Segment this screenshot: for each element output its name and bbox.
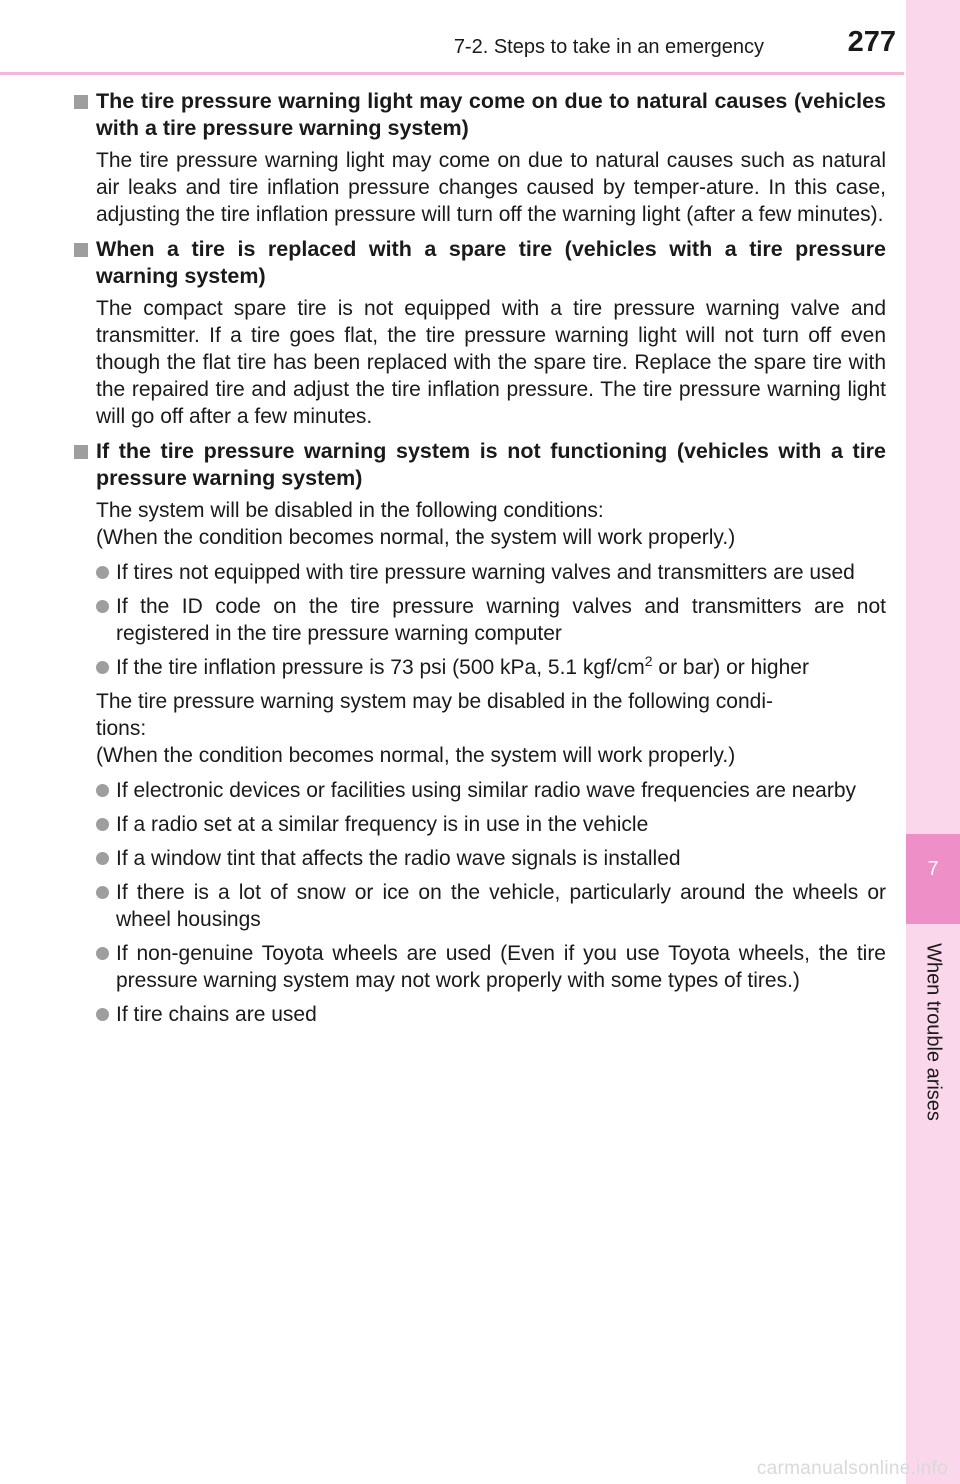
section-heading-text: If the tire pressure warning system is not functioning (vehicles with a tire pressure warning system) — [96, 439, 886, 490]
section-heading — [74, 236, 886, 290]
list-item — [96, 593, 886, 647]
square-bullet-icon — [74, 95, 88, 109]
list-item-text: If electronic devices or facilities using similar radio wave frequencies are nearby — [116, 779, 857, 802]
page-content — [74, 88, 886, 1035]
watermark: carmanualsonline.info — [756, 1458, 948, 1479]
section-heading — [74, 438, 886, 492]
list-item — [96, 845, 886, 872]
round-bullet-icon — [96, 1008, 109, 1021]
list-item — [96, 654, 886, 681]
section-intro: The system will be disabled in the following conditions: (When the condition becomes normal, the system will work properly.) — [96, 499, 736, 549]
section-intro: The tire pressure warning system may be disabled in the following condi- tions: (When the condition becomes normal, the system will work properly.) — [96, 690, 773, 767]
round-bullet-icon — [96, 661, 109, 674]
section-heading-text: When a tire is replaced with a spare tire (vehicles with a tire pressure warning system) — [96, 237, 886, 288]
round-bullet-icon — [96, 784, 109, 797]
list-item-text: If a radio set at a similar frequency is in use in the vehicle — [116, 813, 649, 836]
list-item — [96, 777, 886, 804]
list-item-text: If non-genuine Toyota wheels are used (Even if you use Toyota wheels, the tire pressure warning system may not work properly with some types of tires.) — [116, 942, 886, 992]
page-number: 277 — [847, 26, 896, 58]
round-bullet-icon — [96, 818, 109, 831]
list-item-text: If the tire inflation pressure is 73 psi (500 kPa, 5.1 kgf/$cm^2$ or bar) or higher — [116, 653, 809, 679]
list-item-text: If there is a lot of snow or ice on the vehicle, particularly around the wheels or wheel housings — [116, 881, 886, 931]
round-bullet-icon — [96, 852, 109, 865]
list-item-text: If tires not equipped with tire pressure warning valves and transmitters are used — [116, 561, 855, 584]
list-item — [96, 879, 886, 933]
section-body: The compact spare tire is not equipped with a tire pressure warning valve and transmitter. If a tire goes flat, the tire pressure warning light will not turn off even though the flat tire has been replaced with the spare tire. Replace the spare tire with the repaired tire and adjust the tire inflation pressure. The tire pressure warning light will go off after a few minutes. — [96, 297, 886, 428]
round-bullet-icon — [96, 886, 109, 899]
section-body: The tire pressure warning light may come on due to natural causes such as natural air leaks and tire inflation pressure changes caused by temper-ature. In this case, adjusting the tire inflation pressure will turn off the warning light (after a few minutes). — [96, 149, 886, 226]
header-section-title: 7-2. Steps to take in an emergency — [453, 36, 764, 58]
list-item-text: If tire chains are used — [116, 1003, 317, 1026]
square-bullet-icon — [74, 243, 88, 257]
list-item — [96, 1001, 886, 1028]
list-item — [96, 811, 886, 838]
chapter-number: 7 — [927, 858, 939, 880]
section-heading — [74, 88, 886, 142]
list-item-text: If the ID code on the tire pressure warning valves and transmitters are not registered in the tire pressure warning computer — [116, 595, 886, 645]
list-item-text: If a window tint that affects the radio wave signals is installed — [116, 847, 681, 870]
round-bullet-icon — [96, 566, 109, 579]
chapter-title: When trouble arises — [922, 943, 945, 1121]
section-heading-text: The tire pressure warning light may come on due to natural causes (vehicles with a tire pressure warning system) — [96, 89, 886, 140]
chapter-side-tab — [906, 0, 960, 1484]
square-bullet-icon — [74, 445, 88, 459]
round-bullet-icon — [96, 947, 109, 960]
superscript: 2 — [644, 653, 653, 669]
round-bullet-icon — [96, 600, 109, 613]
header-divider — [0, 72, 904, 75]
list-item — [96, 559, 886, 586]
list-item — [96, 940, 886, 994]
